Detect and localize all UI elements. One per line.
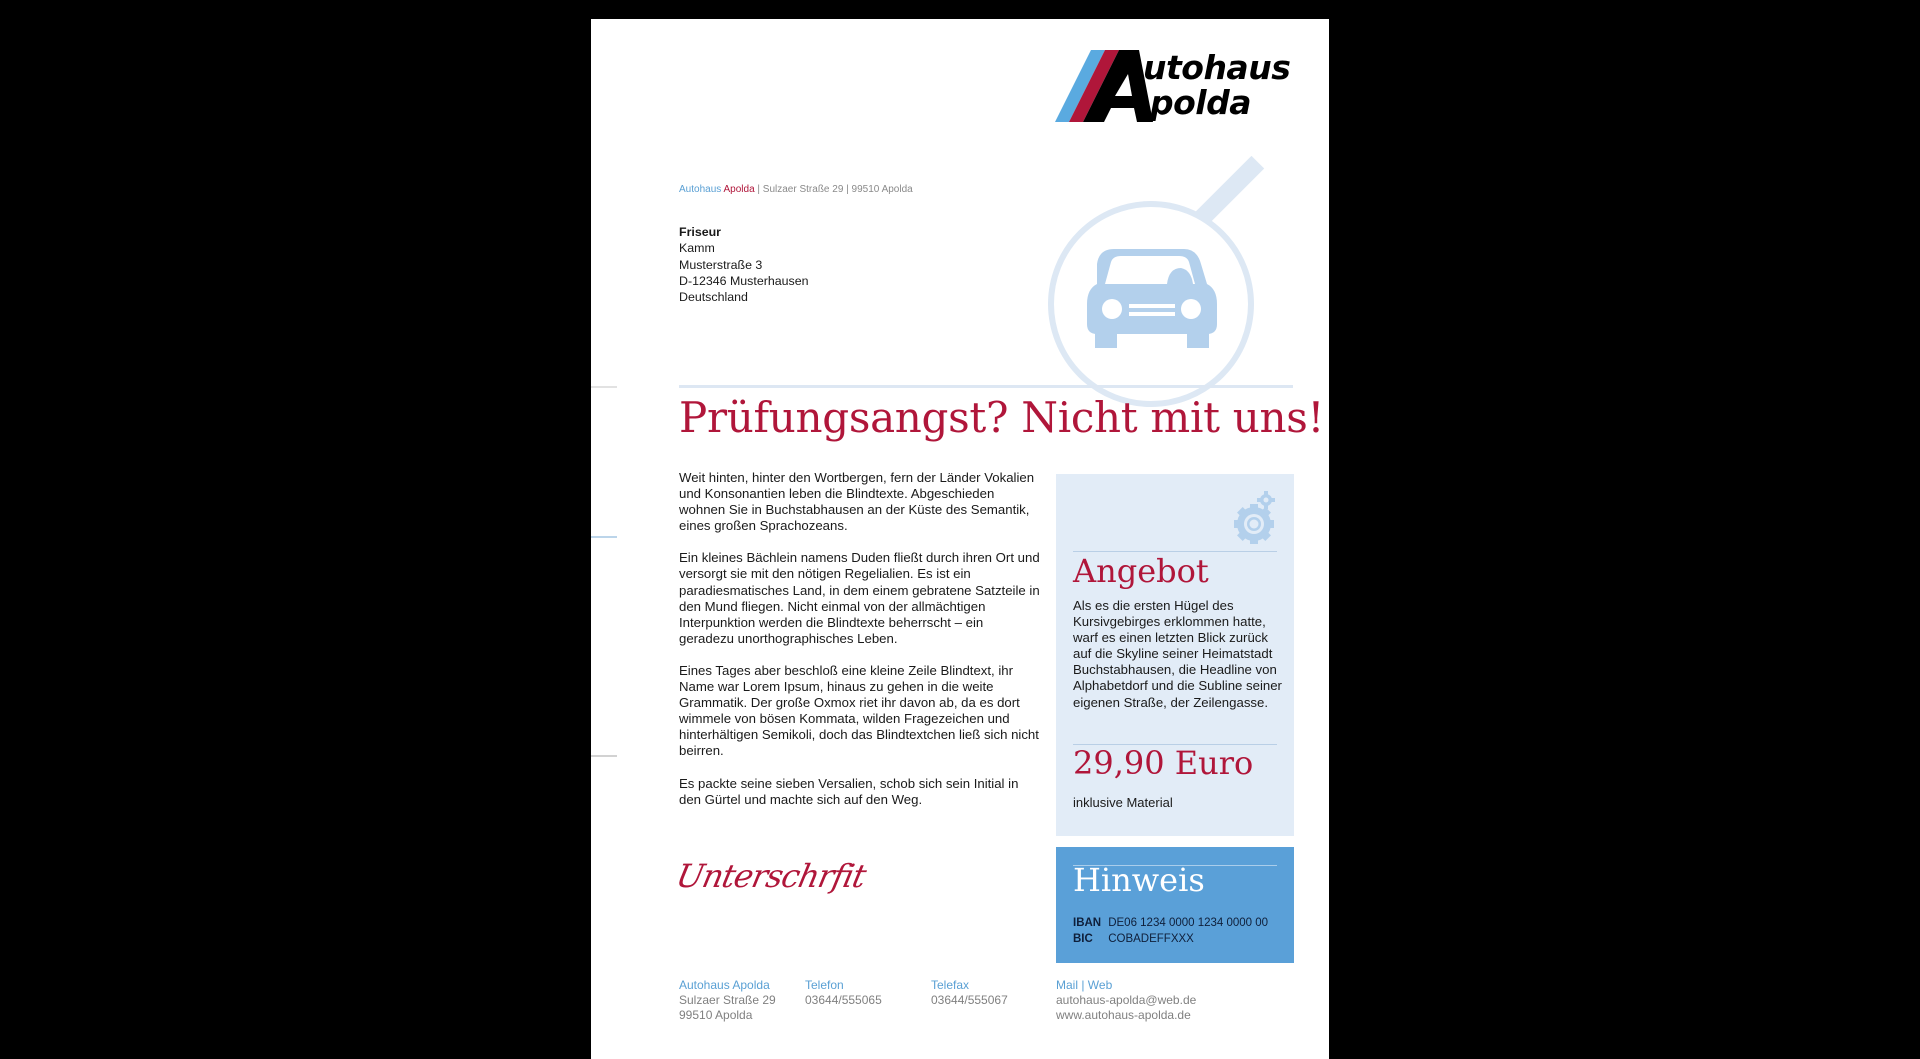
body-paragraph: Ein kleines Bächlein namens Duden fließt durch ihren Ort und versorgt sie mit den nötigen Regelialien. Es ist ein paradiesmatisches Land, in dem einem gebratene Satzteile in den Mund fliegen. Nicht einmal von der allmächtigen Interpunktion werden die Blindtexte beherrscht – ein geradezu unorthographisches Leben. <box>679 550 1040 646</box>
footer-col-phone <box>805 978 882 1008</box>
gear-icon <box>1230 490 1280 548</box>
bic-label: BIC <box>1073 933 1093 945</box>
headline: Prüfungsangst? Nicht mit uns! <box>679 393 1325 442</box>
notice-title: Hinweis <box>1073 861 1205 899</box>
footer-line: 03644/555067 <box>931 993 1008 1007</box>
recipient-line: Musterstraße 3 <box>679 257 763 272</box>
magnifier-car-icon <box>1039 154 1279 434</box>
iban-row <box>1073 915 1268 931</box>
sender-autohaus: Autohaus <box>679 184 722 195</box>
body-paragraph: Eines Tages aber beschloß eine kleine Zeile Blindtext, ihr Name war Lorem Ipsum, hinaus zu gehen in die weite Grammatik. Der große Oxmox riet ihr davon ab, da es dort wimmele von bösen Kommata, wilden Fragezeichen und hinterhältigen Semikoli, doch das Blindtextchen ließ sich nicht beirren. <box>679 662 1039 759</box>
body-paragraph: Weit hinten, hinter den Wortbergen, fern der Länder Vokalien und Konsonantien leben die Blindtexte. Abgeschieden wohnen Sie in Buchstabhausen an der Küste des Semantik, eines großen Sprachozeans. <box>679 470 1035 534</box>
bic-row <box>1073 931 1268 947</box>
footer-head: Autohaus Apolda <box>679 978 770 992</box>
fold-mark <box>591 386 617 388</box>
iban-value: DE06 1234 0000 1234 0000 00 <box>1108 917 1269 929</box>
footer-web-link[interactable]: www.autohaus-apolda.de <box>1056 1008 1191 1022</box>
recipient-line: Kamm <box>679 241 715 256</box>
body-paragraph: Es packte seine sieben Versalien, schob sich sein Initial in den Gürtel und machte sich auf den Weg. <box>679 775 1019 807</box>
sender-address: | Sulzaer Straße 29 | 99510 Apolda <box>754 184 913 195</box>
footer-head: Telefax <box>931 978 970 992</box>
recipient-line: Deutschland <box>679 290 748 305</box>
footer-email-link[interactable]: autohaus-apolda@web.de <box>1056 993 1197 1007</box>
offer-text: Als es die ersten Hügel des Kursivgebirges erklommen hatte, warf es einen letzten Blick zurück auf die Skyline seiner Heimatstadt Buchstabhausen, die Headline von Alphabetdorf und die Subline seiner eigenen Straße, der Zeilengasse. <box>1073 598 1282 710</box>
price-note: inklusive Material <box>1073 795 1173 810</box>
bic-value: COBADEFFXXX <box>1108 933 1194 945</box>
body-text <box>679 470 1041 824</box>
footer-col-address <box>679 978 776 1023</box>
recipient-line: D-12346 Musterhausen <box>679 273 809 288</box>
letter-page <box>591 19 1329 1059</box>
fold-mark <box>591 755 617 757</box>
footer-head: Telefon <box>805 978 844 992</box>
footer-head: Mail | Web <box>1056 978 1113 992</box>
punch-mark <box>591 536 617 538</box>
footer-col-fax <box>931 978 1008 1008</box>
footer-line[interactable]: 03644/555065 <box>805 993 882 1007</box>
offer-box <box>1056 474 1294 836</box>
offer-price: 29,90 Euro <box>1073 744 1254 782</box>
sender-line <box>679 184 913 195</box>
divider-rule <box>679 385 1293 388</box>
offer-title: Angebot <box>1073 552 1209 590</box>
footer-line: Sulzaer Straße 29 <box>679 993 776 1007</box>
footer-col-web <box>1056 978 1196 1023</box>
recipient-address <box>679 224 809 305</box>
iban-label: IBAN <box>1073 917 1102 929</box>
recipient-name: Friseur <box>679 225 722 239</box>
magnifier-car-illustration <box>1039 154 1279 434</box>
logo-line2: polda <box>1150 83 1251 122</box>
signature: Unterschrfit <box>672 857 869 895</box>
company-logo <box>1055 50 1295 130</box>
sender-apolda: Apolda <box>723 184 755 195</box>
notice-box <box>1056 847 1294 963</box>
bank-details <box>1073 915 1268 947</box>
footer-line: 99510 Apolda <box>679 1008 753 1022</box>
logo-line1: utohaus <box>1143 48 1291 87</box>
